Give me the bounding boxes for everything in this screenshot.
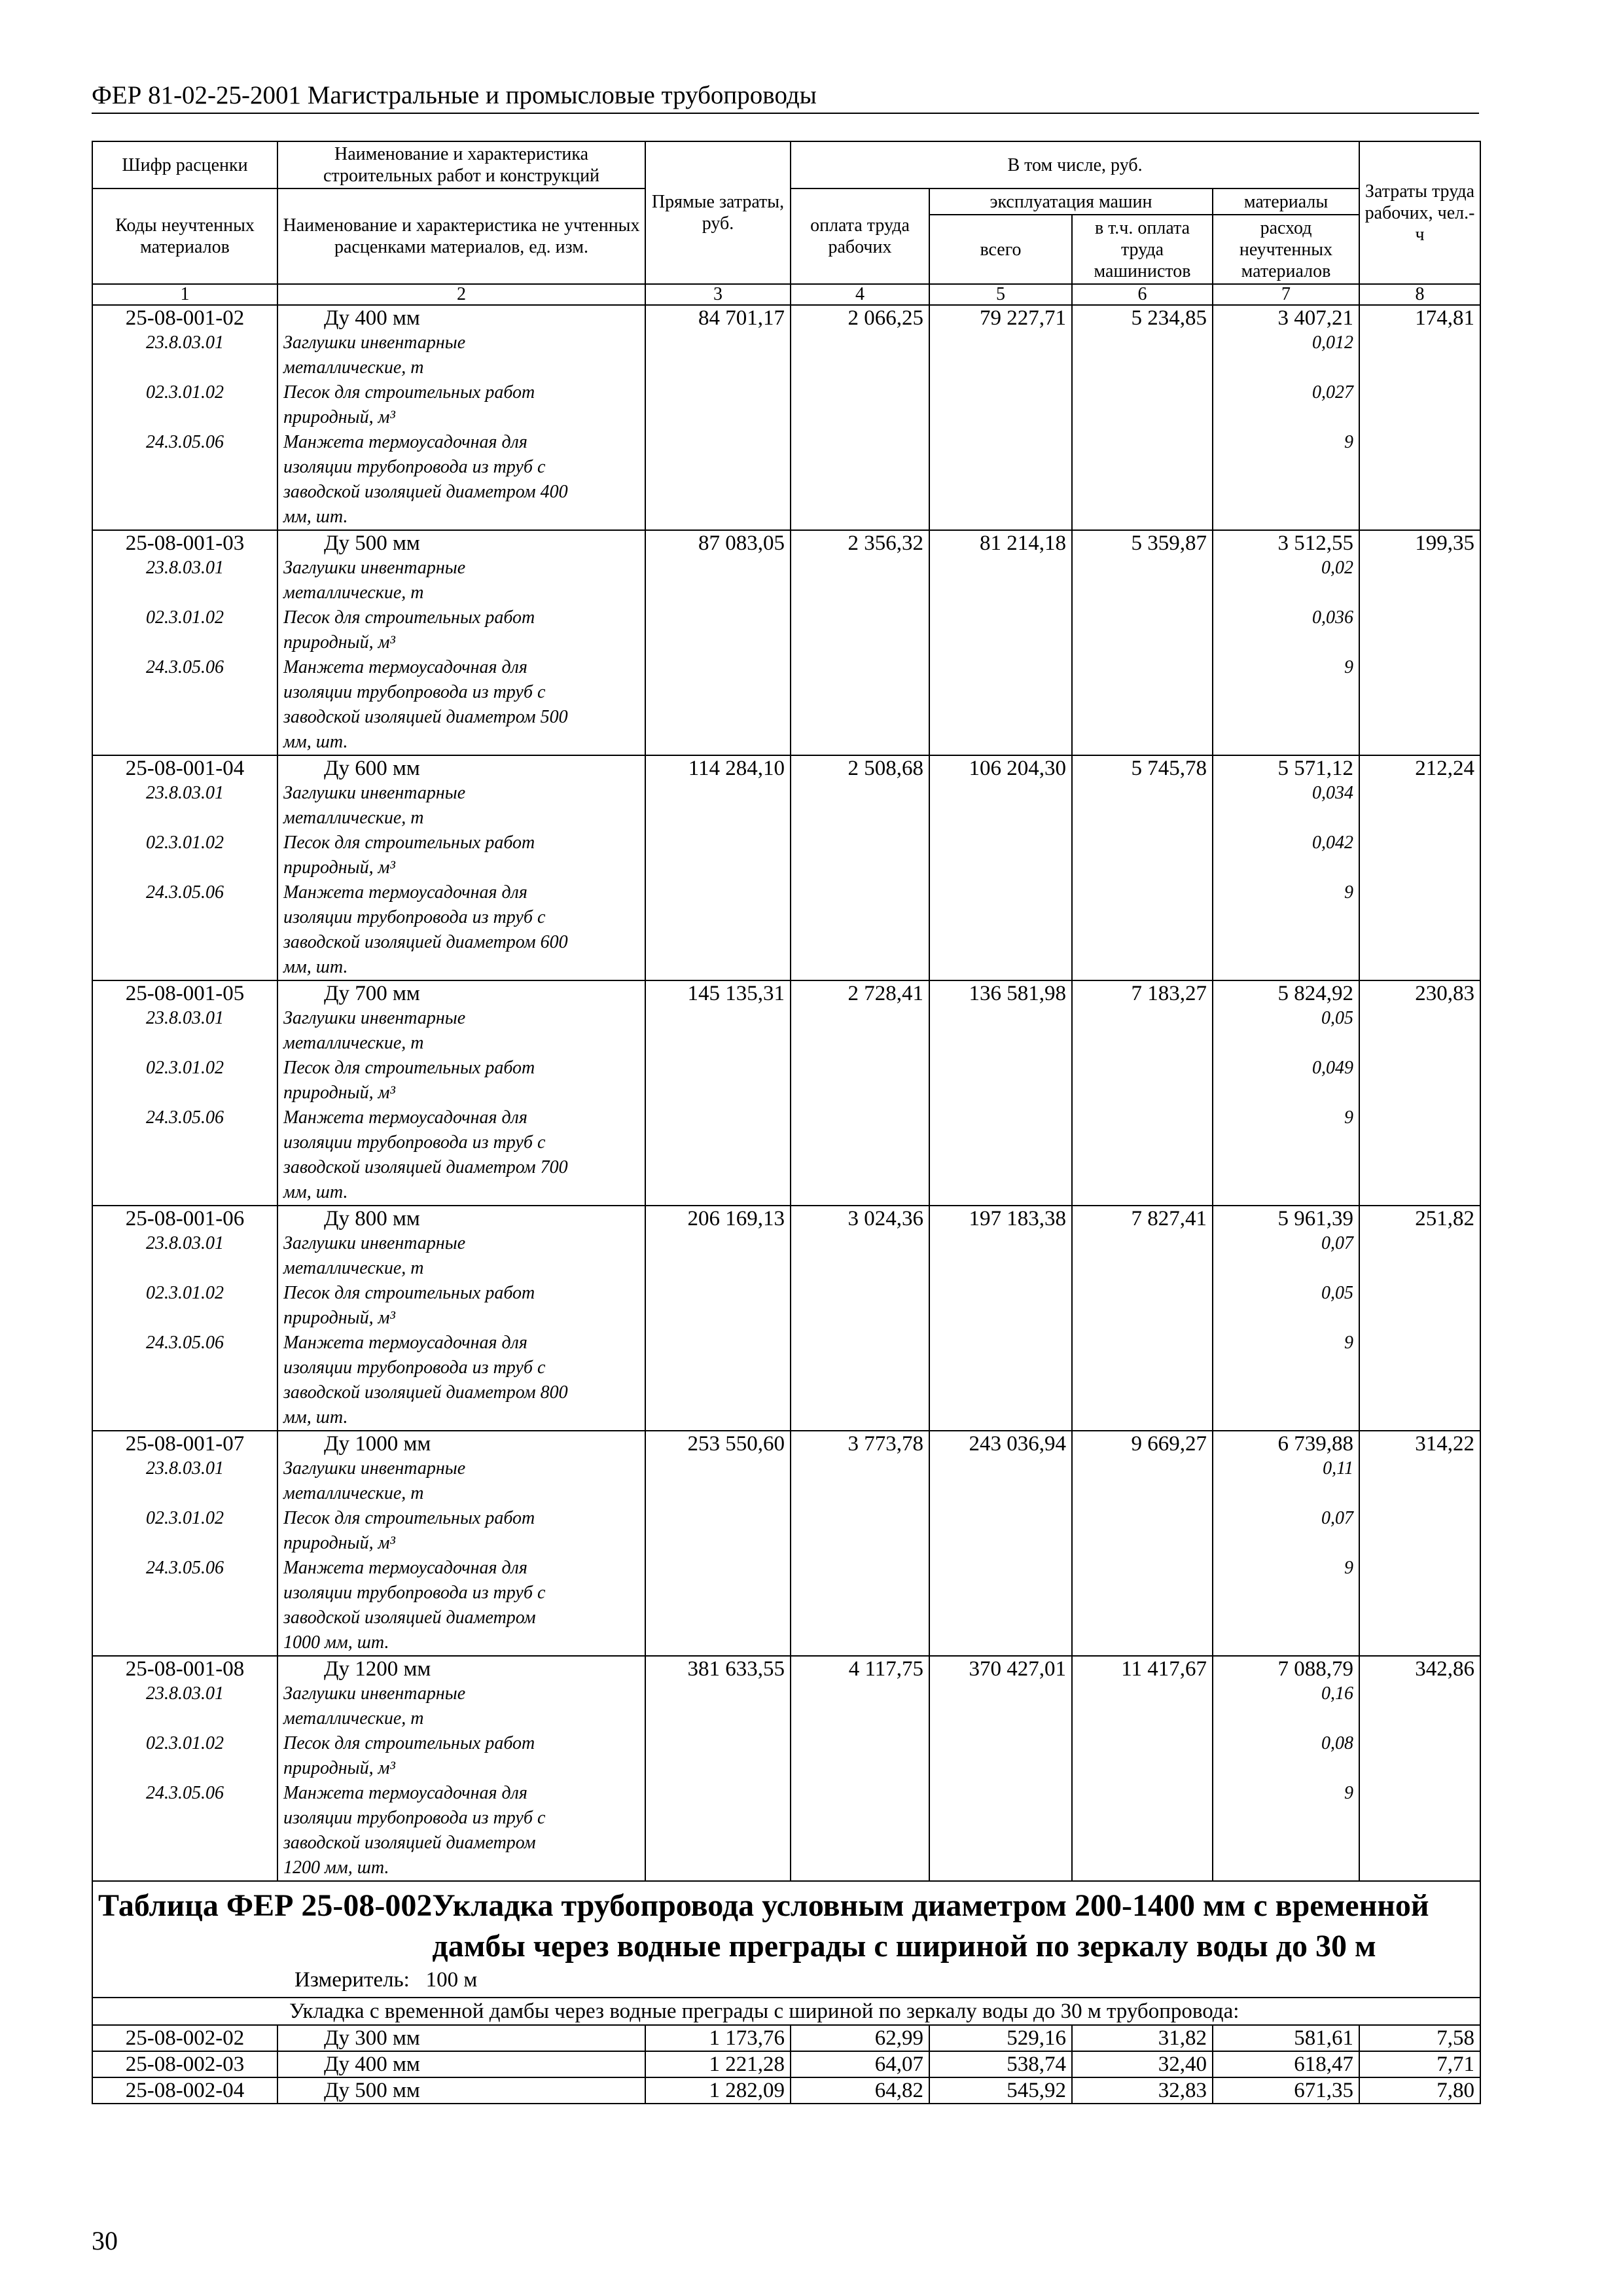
labor-pay: 64,07 xyxy=(791,2051,929,2077)
rate-name: Ду 800 мм xyxy=(277,1206,645,1231)
material-name-line: природный, м³ xyxy=(283,1083,395,1103)
direct-costs: 206 169,13 xyxy=(645,1206,791,1431)
rate-code: 25-08-002-03 xyxy=(92,2051,277,2077)
material-code: 23.8.03.01 xyxy=(92,1681,277,1731)
material-name xyxy=(277,331,645,380)
col-labor-costs: Затраты труда рабочих, чел.-ч xyxy=(1359,141,1480,284)
material-name-line: мм, шт. xyxy=(283,732,348,752)
direct-costs: 381 633,55 xyxy=(645,1656,791,1881)
rate-row xyxy=(92,2025,1480,2051)
col-number: 8 xyxy=(1359,284,1480,305)
materials-cost: 3 407,21 xyxy=(1213,305,1359,331)
material-name xyxy=(277,1231,645,1281)
material-code: 02.3.01.02 xyxy=(92,1731,277,1781)
rate-name: Ду 400 мм xyxy=(277,305,645,331)
table2-title: Укладка трубопровода условным диаметром 200-1400 мм с временной дамбы через водные преграды с шириной по зеркалу воды до 30 м xyxy=(432,1888,1429,1964)
col-machinist-pay: в т.ч. оплата труда машинистов xyxy=(1072,215,1213,284)
materials-cost: 5 961,39 xyxy=(1213,1206,1359,1231)
material-name-line: Манжета термоусадочная для xyxy=(283,432,527,452)
material-name-line: природный, м³ xyxy=(283,1308,395,1328)
rate-row xyxy=(92,1206,1480,1231)
material-name-line: Манжета термоусадочная для xyxy=(283,657,527,677)
material-name-line: 1200 мм, шт. xyxy=(283,1857,389,1878)
material-name xyxy=(277,380,645,430)
rate-code: 25-08-001-03 xyxy=(92,530,277,556)
table-header xyxy=(92,141,1480,305)
material-code: 02.3.01.02 xyxy=(92,831,277,880)
material-name-line: Манжета термоусадочная для xyxy=(283,1783,527,1803)
material-qty: 0,05 xyxy=(1213,1006,1359,1056)
material-code: 24.3.05.06 xyxy=(92,655,277,755)
material-name-line: заводской изоляцией диаметром xyxy=(283,1607,536,1628)
rate-name: Ду 1200 мм xyxy=(277,1656,645,1681)
material-name-line: Заглушки инвентарные xyxy=(283,1008,466,1028)
material-code: 02.3.01.02 xyxy=(92,1506,277,1556)
labor-pay: 2 728,41 xyxy=(791,980,929,1206)
labor-pay: 3 024,36 xyxy=(791,1206,929,1431)
material-name-line: мм, шт. xyxy=(283,507,348,527)
rate-name: Ду 400 мм xyxy=(277,2051,645,2077)
rate-name: Ду 500 мм xyxy=(277,2077,645,2104)
material-name xyxy=(277,831,645,880)
material-code: 24.3.05.06 xyxy=(92,1105,277,1206)
direct-costs: 114 284,10 xyxy=(645,755,791,980)
material-qty: 0,027 xyxy=(1213,380,1359,430)
machine-cost: 538,74 xyxy=(929,2051,1072,2077)
col-material-usage: расход неучтенных материалов xyxy=(1213,215,1359,284)
rate-code: 25-08-001-08 xyxy=(92,1656,277,1681)
material-name xyxy=(277,1731,645,1781)
machinist-pay: 7 827,41 xyxy=(1072,1206,1213,1431)
material-name-line: изоляции трубопровода из труб с xyxy=(283,1357,546,1378)
col-number: 4 xyxy=(791,284,929,305)
machinist-pay: 7 183,27 xyxy=(1072,980,1213,1206)
machine-cost: 529,16 xyxy=(929,2025,1072,2051)
rate-name: Ду 500 мм xyxy=(277,530,645,556)
material-name-line: Заглушки инвентарные xyxy=(283,332,466,353)
rate-row xyxy=(92,530,1480,556)
direct-costs: 1 173,76 xyxy=(645,2025,791,2051)
material-name-line: Манжета термоусадочная для xyxy=(283,1558,527,1578)
material-name-line: Песок для строительных работ xyxy=(283,1733,535,1753)
rate-row xyxy=(92,305,1480,331)
material-name-line: заводской изоляцией диаметром xyxy=(283,1833,536,1853)
labor-hours: 212,24 xyxy=(1359,755,1480,980)
rate-row xyxy=(92,2077,1480,2104)
material-name-line: Песок для строительных работ xyxy=(283,833,535,853)
rate-code: 25-08-001-02 xyxy=(92,305,277,331)
material-name-line: металлические, т xyxy=(283,1483,424,1503)
direct-costs: 1 221,28 xyxy=(645,2051,791,2077)
machinist-pay: 32,83 xyxy=(1072,2077,1213,2104)
material-qty: 0,11 xyxy=(1213,1456,1359,1506)
material-name-line: Песок для строительных работ xyxy=(283,607,535,628)
material-name-line: Заглушки инвентарные xyxy=(283,558,466,578)
material-name-line: Песок для строительных работ xyxy=(283,1508,535,1528)
table2 xyxy=(92,1881,1480,2104)
machinist-pay: 31,82 xyxy=(1072,2025,1213,2051)
material-name xyxy=(277,1456,645,1506)
material-name-line: природный, м³ xyxy=(283,1758,395,1778)
price-table xyxy=(92,141,1481,2104)
material-name xyxy=(277,1281,645,1331)
material-name-line: заводской изоляцией диаметром 800 xyxy=(283,1382,568,1403)
material-name xyxy=(277,1056,645,1105)
direct-costs: 253 550,60 xyxy=(645,1431,791,1656)
material-name xyxy=(277,1331,645,1431)
material-qty: 0,07 xyxy=(1213,1231,1359,1281)
machinist-pay: 11 417,67 xyxy=(1072,1656,1213,1881)
labor-hours: 7,71 xyxy=(1359,2051,1480,2077)
labor-hours: 342,86 xyxy=(1359,1656,1480,1881)
rate-row xyxy=(92,1431,1480,1456)
material-name-line: Заглушки инвентарные xyxy=(283,1233,466,1253)
material-name-line: изоляции трубопровода из труб с xyxy=(283,1132,546,1153)
rate-name: Ду 300 мм xyxy=(277,2025,645,2051)
materials-cost: 581,61 xyxy=(1213,2025,1359,2051)
material-name-line: изоляции трубопровода из труб с xyxy=(283,457,546,477)
labor-pay: 3 773,78 xyxy=(791,1431,929,1656)
col-number: 7 xyxy=(1213,284,1359,305)
material-qty: 0,036 xyxy=(1213,605,1359,655)
table2-label: Таблица ФЕР 25-08-002 xyxy=(98,1888,433,1923)
material-name-line: изоляции трубопровода из труб с xyxy=(283,1808,546,1828)
labor-hours: 7,80 xyxy=(1359,2077,1480,2104)
col-including: В том числе, руб. xyxy=(791,141,1359,188)
material-name-line: металлические, т xyxy=(283,808,424,828)
material-code: 23.8.03.01 xyxy=(92,556,277,605)
material-name-line: 1000 мм, шт. xyxy=(283,1632,389,1653)
labor-hours: 7,58 xyxy=(1359,2025,1480,2051)
direct-costs: 87 083,05 xyxy=(645,530,791,755)
material-code: 24.3.05.06 xyxy=(92,1331,277,1431)
labor-hours: 251,82 xyxy=(1359,1206,1480,1431)
labor-pay: 2 356,32 xyxy=(791,530,929,755)
machine-cost: 370 427,01 xyxy=(929,1656,1072,1881)
rate-name: Ду 600 мм xyxy=(277,755,645,781)
machine-cost: 136 581,98 xyxy=(929,980,1072,1206)
material-name-line: металлические, т xyxy=(283,1708,424,1729)
material-name-line: заводской изоляцией диаметром 400 xyxy=(283,482,568,502)
material-qty: 0,012 xyxy=(1213,331,1359,380)
material-name-line: Песок для строительных работ xyxy=(283,382,535,403)
material-code: 02.3.01.02 xyxy=(92,605,277,655)
labor-hours: 174,81 xyxy=(1359,305,1480,530)
col-number: 5 xyxy=(929,284,1072,305)
material-qty: 9 xyxy=(1213,1556,1359,1656)
material-code: 02.3.01.02 xyxy=(92,1056,277,1105)
rate-row xyxy=(92,755,1480,781)
col-materials: материалы xyxy=(1213,188,1359,215)
material-name xyxy=(277,430,645,530)
rate-name: Ду 700 мм xyxy=(277,980,645,1006)
material-name-line: Заглушки инвентарные xyxy=(283,1458,466,1479)
material-name-line: изоляции трубопровода из труб с xyxy=(283,1583,546,1603)
labor-hours: 314,22 xyxy=(1359,1431,1480,1656)
direct-costs: 1 282,09 xyxy=(645,2077,791,2104)
labor-pay: 4 117,75 xyxy=(791,1656,929,1881)
machinist-pay: 5 745,78 xyxy=(1072,755,1213,980)
col-machine-operation: эксплуатация машин xyxy=(929,188,1213,215)
machinist-pay: 32,40 xyxy=(1072,2051,1213,2077)
material-name-line: заводской изоляцией диаметром 600 xyxy=(283,932,568,952)
machine-cost: 243 036,94 xyxy=(929,1431,1072,1656)
material-name-line: Манжета термоусадочная для xyxy=(283,1333,527,1353)
material-code: 02.3.01.02 xyxy=(92,380,277,430)
material-name-line: мм, шт. xyxy=(283,957,348,977)
price-table-container xyxy=(92,141,1480,2104)
rate-name: Ду 1000 мм xyxy=(277,1431,645,1456)
material-qty: 0,07 xyxy=(1213,1506,1359,1556)
materials-cost: 618,47 xyxy=(1213,2051,1359,2077)
material-qty: 9 xyxy=(1213,430,1359,530)
material-name-line: природный, м³ xyxy=(283,1533,395,1553)
machine-cost: 545,92 xyxy=(929,2077,1072,2104)
materials-cost: 5 824,92 xyxy=(1213,980,1359,1006)
rate-code: 25-08-002-02 xyxy=(92,2025,277,2051)
material-name-line: заводской изоляцией диаметром 700 xyxy=(283,1157,568,1177)
material-name xyxy=(277,1681,645,1731)
material-qty: 0,16 xyxy=(1213,1681,1359,1731)
material-qty: 0,042 xyxy=(1213,831,1359,880)
material-name-line: Песок для строительных работ xyxy=(283,1058,535,1078)
materials-cost: 7 088,79 xyxy=(1213,1656,1359,1681)
material-qty: 0,05 xyxy=(1213,1281,1359,1331)
material-code: 23.8.03.01 xyxy=(92,331,277,380)
material-name-line: природный, м³ xyxy=(283,857,395,878)
material-name-line: природный, м³ xyxy=(283,407,395,427)
material-qty: 9 xyxy=(1213,1781,1359,1881)
material-qty: 0,034 xyxy=(1213,781,1359,831)
material-name xyxy=(277,1506,645,1556)
material-name xyxy=(277,1006,645,1056)
material-name xyxy=(277,781,645,831)
materials-cost: 3 512,55 xyxy=(1213,530,1359,556)
rate-code: 25-08-001-07 xyxy=(92,1431,277,1456)
material-name-line: Песок для строительных работ xyxy=(283,1283,535,1303)
machine-cost: 197 183,38 xyxy=(929,1206,1072,1431)
machinist-pay: 5 234,85 xyxy=(1072,305,1213,530)
material-name-line: Манжета термоусадочная для xyxy=(283,882,527,903)
col-number: 3 xyxy=(645,284,791,305)
col-name-unaccounted: Наименование и характеристика не учтенных расценками материалов, ед. изм. xyxy=(277,188,645,284)
rate-code: 25-08-002-04 xyxy=(92,2077,277,2104)
material-name-line: металлические, т xyxy=(283,1033,424,1053)
material-name xyxy=(277,655,645,755)
material-qty: 9 xyxy=(1213,655,1359,755)
material-name-line: металлические, т xyxy=(283,357,424,378)
table2-description: Укладка с временной дамбы через водные преграды с шириной по зеркалу воды до 30 м трубопровода: xyxy=(92,1998,1480,2025)
material-qty: 0,08 xyxy=(1213,1731,1359,1781)
material-qty: 9 xyxy=(1213,1105,1359,1206)
direct-costs: 84 701,17 xyxy=(645,305,791,530)
col-number: 6 xyxy=(1072,284,1213,305)
machine-cost: 79 227,71 xyxy=(929,305,1072,530)
material-name-line: заводской изоляцией диаметром 500 xyxy=(283,707,568,727)
material-qty: 0,049 xyxy=(1213,1056,1359,1105)
material-name-line: изоляции трубопровода из труб с xyxy=(283,907,546,927)
material-name xyxy=(277,1105,645,1206)
material-name-line: природный, м³ xyxy=(283,632,395,653)
rate-rows xyxy=(92,305,1480,1881)
material-code: 24.3.05.06 xyxy=(92,1781,277,1881)
material-code: 23.8.03.01 xyxy=(92,781,277,831)
col-number: 1 xyxy=(92,284,277,305)
rate-row xyxy=(92,980,1480,1006)
col-direct-costs: Прямые затраты, руб. xyxy=(645,141,791,284)
materials-cost: 5 571,12 xyxy=(1213,755,1359,781)
labor-hours: 230,83 xyxy=(1359,980,1480,1206)
rate-code: 25-08-001-05 xyxy=(92,980,277,1006)
col-name-label: Наименование и характеристика строительных работ и конструкций xyxy=(277,141,645,188)
col-labor-pay: оплата труда рабочих xyxy=(791,188,929,284)
labor-hours: 199,35 xyxy=(1359,530,1480,755)
col-code-label: Шифр расценки xyxy=(92,141,277,188)
materials-cost: 6 739,88 xyxy=(1213,1431,1359,1456)
col-codes-unaccounted: Коды неучтенных материалов xyxy=(92,188,277,284)
material-name-line: мм, шт. xyxy=(283,1407,348,1427)
table2-meter xyxy=(98,1967,1474,1993)
material-name xyxy=(277,1556,645,1656)
material-code: 02.3.01.02 xyxy=(92,1281,277,1331)
labor-pay: 2 066,25 xyxy=(791,305,929,530)
material-name-line: Заглушки инвентарные xyxy=(283,1683,466,1704)
material-code: 23.8.03.01 xyxy=(92,1231,277,1281)
materials-cost: 671,35 xyxy=(1213,2077,1359,2104)
machinist-pay: 5 359,87 xyxy=(1072,530,1213,755)
material-name-line: Заглушки инвентарные xyxy=(283,783,466,803)
machine-cost: 106 204,30 xyxy=(929,755,1072,980)
material-qty: 9 xyxy=(1213,880,1359,980)
material-name xyxy=(277,605,645,655)
direct-costs: 145 135,31 xyxy=(645,980,791,1206)
table2-heading xyxy=(92,1881,1480,1998)
rate-code: 25-08-001-06 xyxy=(92,1206,277,1231)
material-code: 23.8.03.01 xyxy=(92,1456,277,1506)
machinist-pay: 9 669,27 xyxy=(1072,1431,1213,1656)
meter-label: Измеритель: xyxy=(294,1968,410,1992)
material-name-line: мм, шт. xyxy=(283,1182,348,1202)
material-code: 24.3.05.06 xyxy=(92,1556,277,1656)
material-qty: 9 xyxy=(1213,1331,1359,1431)
material-code: 24.3.05.06 xyxy=(92,430,277,530)
material-name-line: металлические, т xyxy=(283,583,424,603)
material-code: 24.3.05.06 xyxy=(92,880,277,980)
page-number: 30 xyxy=(92,2226,118,2255)
col-number: 2 xyxy=(277,284,645,305)
material-name xyxy=(277,1781,645,1881)
material-name xyxy=(277,556,645,605)
rate-row xyxy=(92,1656,1480,1681)
col-total: всего xyxy=(929,215,1072,284)
material-name-line: металлические, т xyxy=(283,1258,424,1278)
material-name-line: изоляции трубопровода из труб с xyxy=(283,682,546,702)
material-code: 23.8.03.01 xyxy=(92,1006,277,1056)
rate-row xyxy=(92,2051,1480,2077)
page-header: ФЕР 81-02-25-2001 Магистральные и промысловые трубопроводы xyxy=(92,79,1479,114)
labor-pay: 62,99 xyxy=(791,2025,929,2051)
material-name xyxy=(277,880,645,980)
machine-cost: 81 214,18 xyxy=(929,530,1072,755)
labor-pay: 64,82 xyxy=(791,2077,929,2104)
material-qty: 0,02 xyxy=(1213,556,1359,605)
labor-pay: 2 508,68 xyxy=(791,755,929,980)
rate-code: 25-08-001-04 xyxy=(92,755,277,781)
meter-value: 100 м xyxy=(425,1968,478,1992)
material-name-line: Манжета термоусадочная для xyxy=(283,1107,527,1128)
